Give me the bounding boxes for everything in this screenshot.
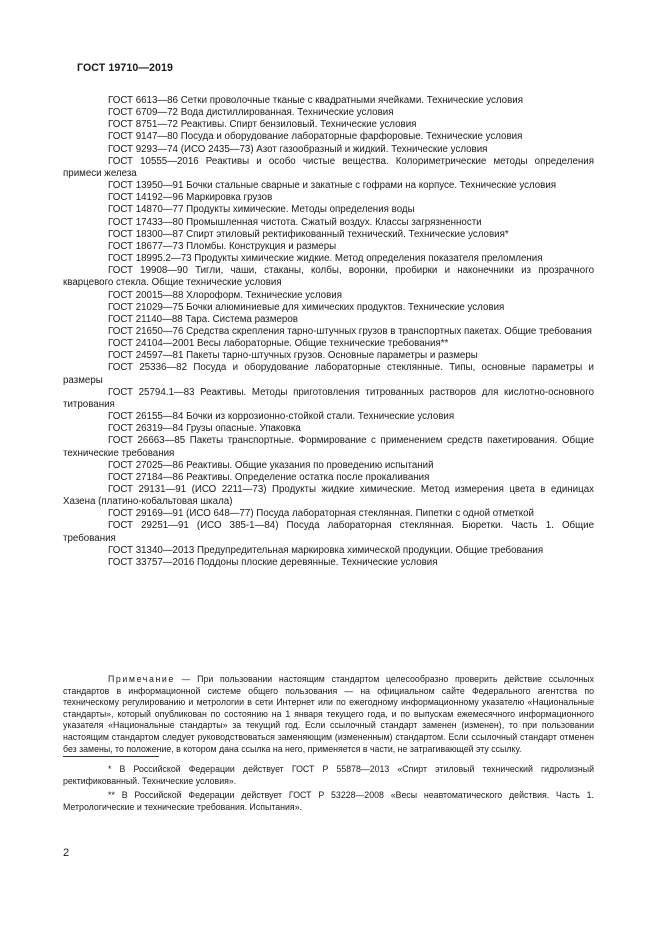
reference-item: ГОСТ 14870—77 Продукты химические. Методы определения воды <box>108 204 415 216</box>
page-number: 2 <box>63 847 70 859</box>
normative-references-list <box>63 95 594 569</box>
reference-item: ГОСТ 24597—81 Пакеты тарно-штучных грузов. Основные параметры и размеры <box>108 350 478 362</box>
footnote-divider <box>63 756 159 757</box>
reference-item: ГОСТ 29131—91 (ИСО 2211—73) Продукты жидкие химические. Метод измерения цвета в единицах Хазена (платино-кобальтовая шкала) <box>63 484 594 508</box>
reference-item: ГОСТ 26319—84 Грузы опасные. Упаковка <box>108 423 301 435</box>
reference-item: ГОСТ 9293—74 (ИСО 2435—73) Азот газообразный и жидкий. Технические условия <box>108 143 488 155</box>
reference-item: ГОСТ 9147—80 Посуда и оборудование лабораторные фарфоровые. Технические условия <box>108 131 523 143</box>
reference-item: ГОСТ 19908—90 Тигли, чаши, стаканы, колбы, воронки, пробирки и наконечники из прозрачного кварцевого стекла. Общие технические условия <box>63 265 594 289</box>
reference-item: ГОСТ 21029—75 Бочки алюминиевые для химических продуктов. Технические условия <box>108 301 505 313</box>
page-header-title: ГОСТ 19710—2019 <box>77 62 174 74</box>
reference-item: ГОСТ 29169—91 (ИСО 648—77) Посуда лабораторная стеклянная. Пипетки с одной отметкой <box>108 508 534 520</box>
footnote-2: ** В Российской Федерации действует ГОСТ Р 53228—2008 «Весы неавтоматического действия. Часть 1. Метрологические и технические требования. Испытания». <box>63 790 594 812</box>
footnote-1: * В Российской Федерации действует ГОСТ Р 55878—2013 «Спирт этиловый технический гидролизный ректификованный. Технические условия». <box>63 764 594 786</box>
reference-item: ГОСТ 6613—86 Сетки проволочные тканые с квадратными ячейками. Технические условия <box>108 95 524 106</box>
reference-item: ГОСТ 20015—88 Хлороформ. Технические условия <box>108 289 342 301</box>
reference-item: ГОСТ 27025—86 Реактивы. Общие указания по проведению испытаний <box>108 459 434 471</box>
reference-item: ГОСТ 25794.1—83 Реактивы. Методы приготовления титрованных растворов для кислотно-основного титрования <box>63 386 594 410</box>
reference-item: ГОСТ 27184—86 Реактивы. Определение остатка после прокаливания <box>108 471 430 483</box>
reference-item: ГОСТ 25336—82 Посуда и оборудование лабораторные стеклянные. Типы, основные параметры и размеры <box>63 362 594 386</box>
reference-item: ГОСТ 17433—80 Промышленная чистота. Сжатый воздух. Классы загрязненности <box>108 216 482 228</box>
reference-item: ГОСТ 18300—87 Спирт этиловый ректификованный технический. Технические условия* <box>108 228 509 240</box>
reference-item: ГОСТ 10555—2016 Реактивы и особо чистые вещества. Колориметрические методы определения примеси железа <box>63 155 594 179</box>
reference-item: ГОСТ 13950—91 Бочки стальные сварные и закатные с гофрами на корпусе. Технические условия <box>108 180 557 192</box>
reference-item: ГОСТ 18677—73 Пломбы. Конструкция и размеры <box>108 240 337 252</box>
reference-item: ГОСТ 21140—88 Тара. Система размеров <box>108 313 298 325</box>
reference-item: ГОСТ 18995.2—73 Продукты химические жидкие. Метод определения показателя преломления <box>108 253 543 265</box>
reference-item: ГОСТ 14192—96 Маркировка грузов <box>108 192 273 204</box>
note-paragraph <box>63 674 594 755</box>
reference-item: ГОСТ 29251—91 (ИСО 385-1—84) Посуда лабораторная стеклянная. Бюретки. Часть 1. Общие требования <box>63 520 594 544</box>
reference-item: ГОСТ 21650—76 Средства скрепления тарно-штучных грузов в транспортных пакетах. Общие требования <box>108 325 592 337</box>
note-label: Примечание <box>108 674 175 684</box>
reference-item: ГОСТ 6709—72 Вода дистиллированная. Технические условия <box>108 107 394 119</box>
reference-item: ГОСТ 31340—2013 Предупредительная маркировка химической продукции. Общие требования <box>108 544 544 556</box>
reference-item: ГОСТ 24104—2001 Весы лабораторные. Общие технические требования** <box>108 338 449 350</box>
note-text: — При пользовании настоящим стандартом целесообразно проверить действие ссылочных стандартов в информационной системе общего пользования — на официальном сайте Федерального агентства по техническому регулированию и метрологии в сети Интернет или по ежегодному информационному указателю «Национальные стандарты», который опубликован по состоянию на 1 января текущего года, и по выпускам ежемесячного информационного указателя «Национальные стандарты» за текущий год. Если ссылочный стандарт заменен (изменен), то при пользовании настоящим стандартом следует руководствоваться заменяющим (измененным) стандартом. Если ссылочный стандарт отменен без замены, то положение, в котором дана ссылка на него, применяется в части, не затрагивающей эту ссылку. <box>63 674 594 754</box>
reference-item: ГОСТ 26155—84 Бочки из коррозионно-стойкой стали. Технические условия <box>108 411 455 423</box>
reference-item: ГОСТ 26663—85 Пакеты транспортные. Формирование с применением средств пакетирования. Общие технические требования <box>63 435 594 459</box>
reference-item: ГОСТ 8751—72 Реактивы. Спирт бензиловый. Технические условия <box>108 119 417 131</box>
reference-item: ГОСТ 33757—2016 Поддоны плоские деревянные. Технические условия <box>108 556 438 568</box>
